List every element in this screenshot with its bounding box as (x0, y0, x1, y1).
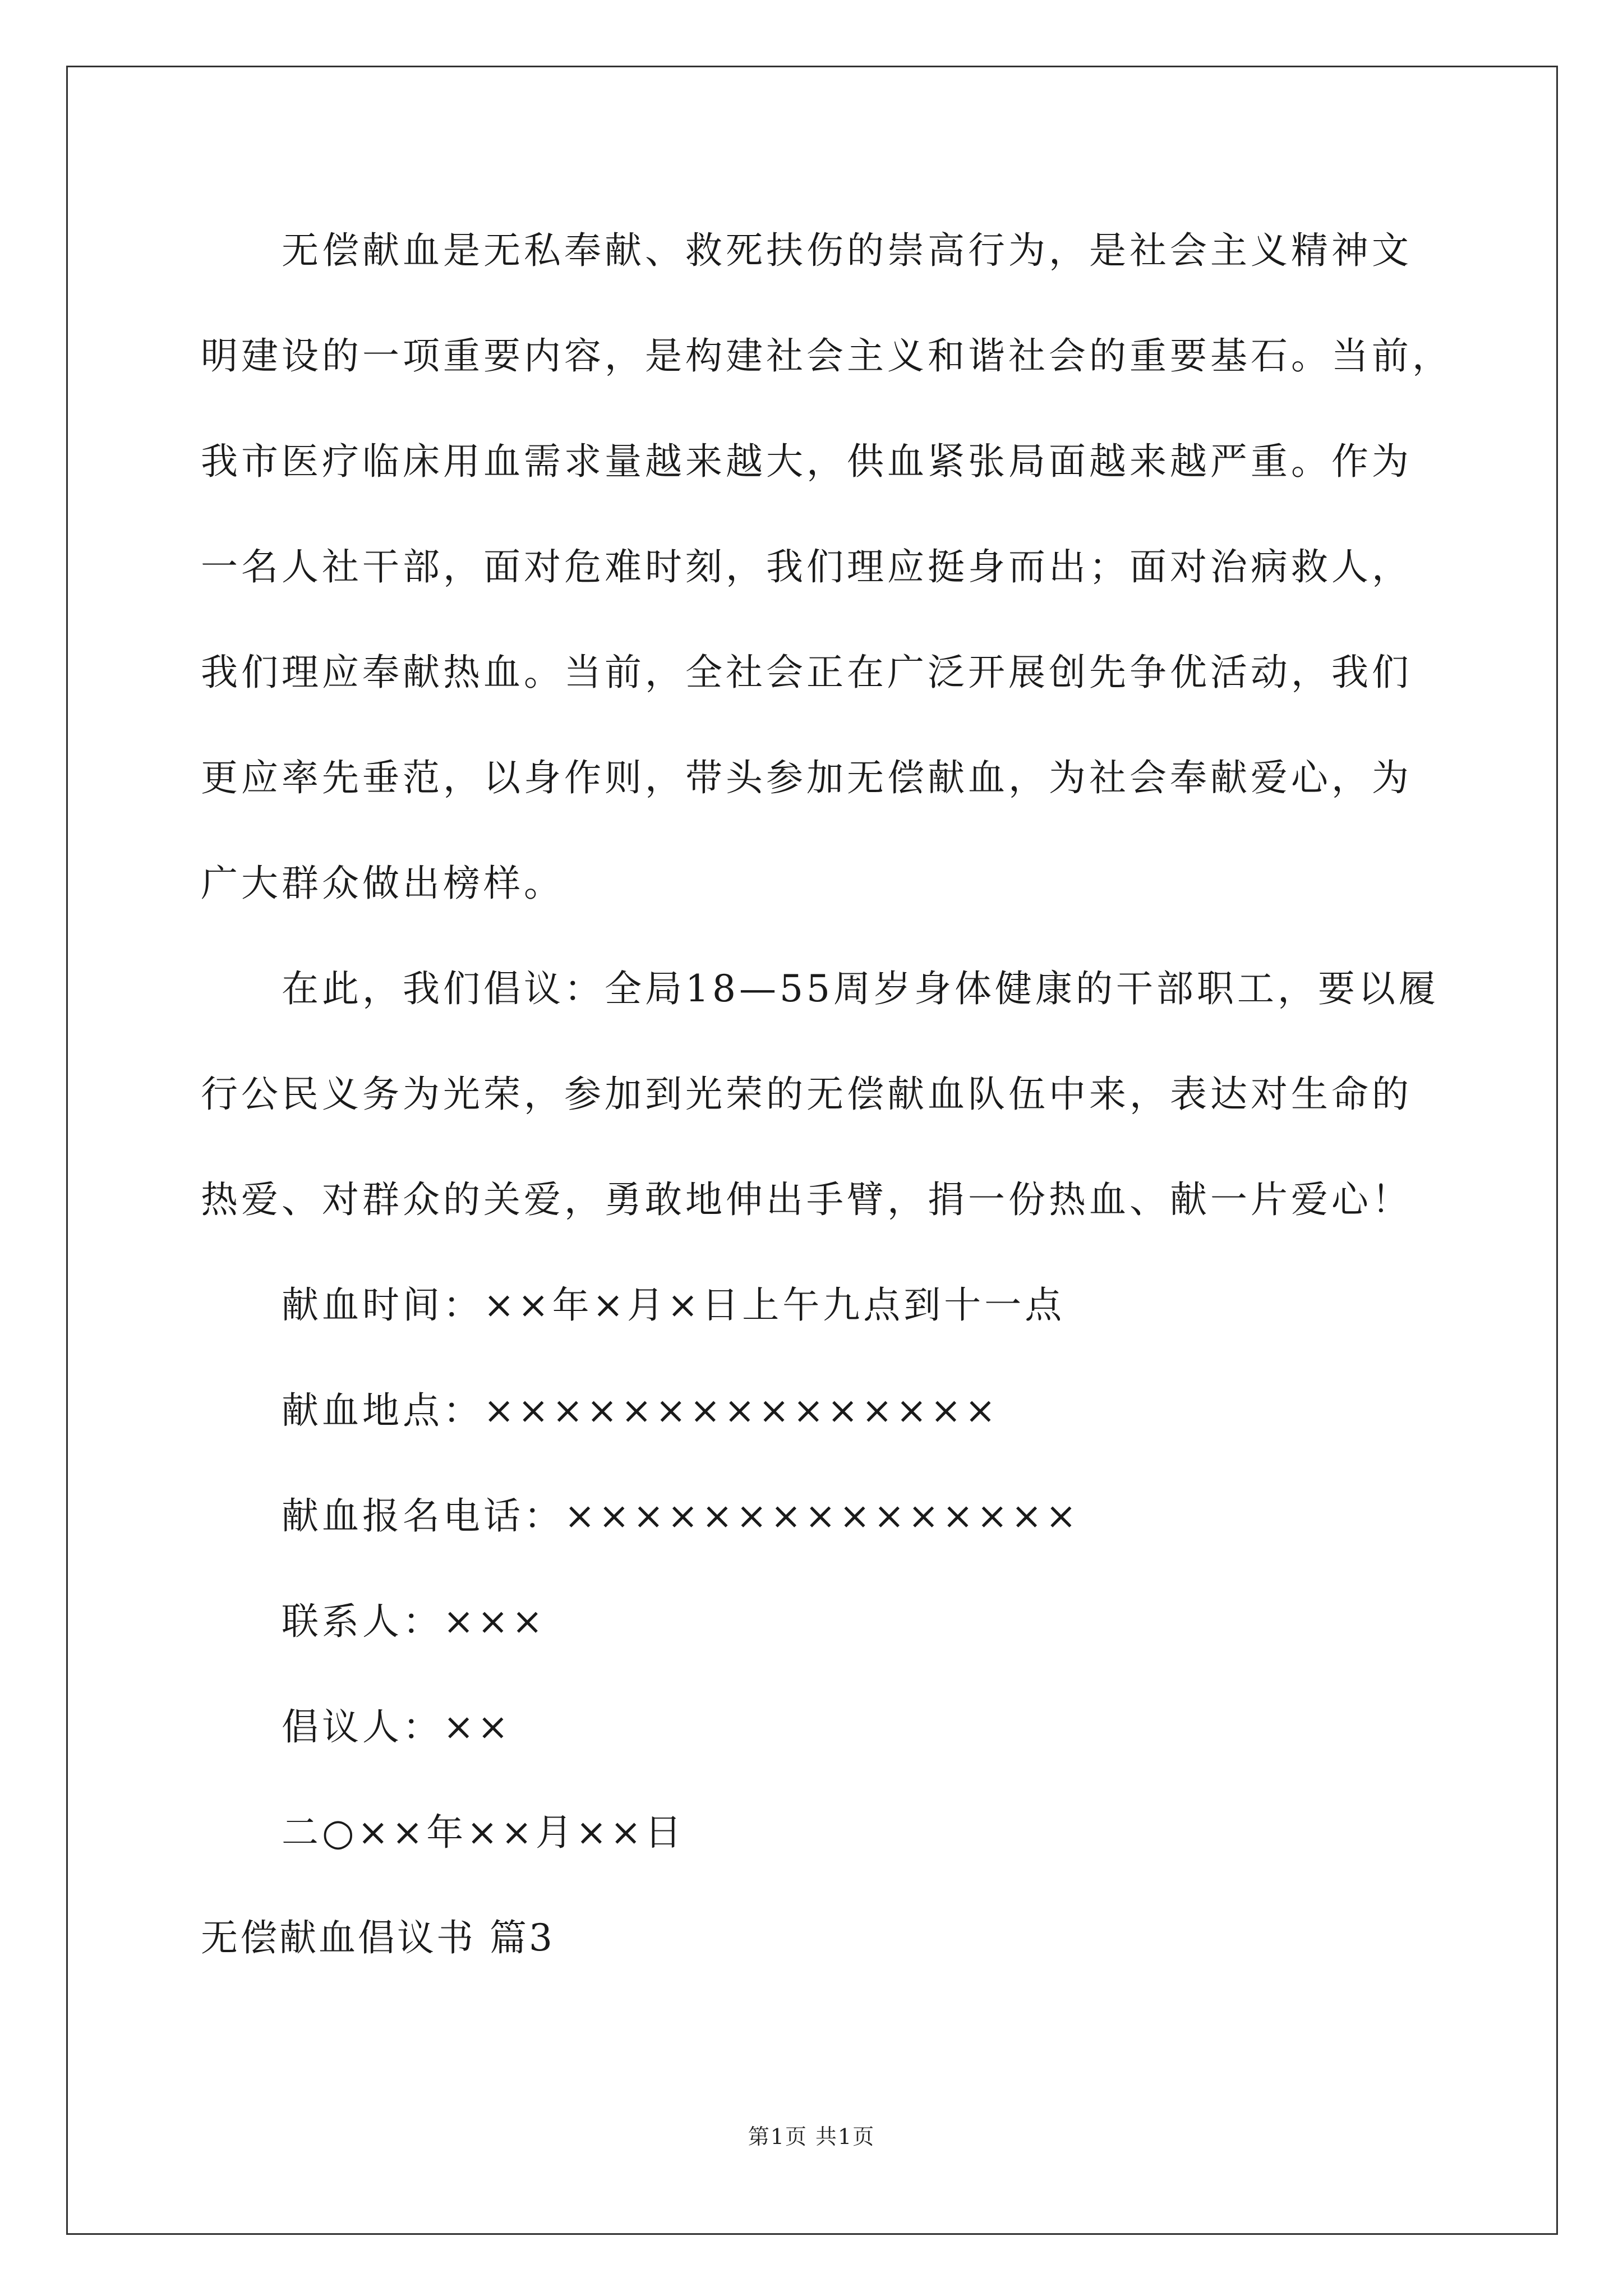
paragraph1-line-5: 我们理应奉献热血。当前，全社会正在广泛开展创先争优活动，我们 (201, 651, 1412, 694)
registration-phone: 献血报名电话：××××××××××××××× (282, 1494, 1080, 1538)
paragraph1-line-4: 一名人社干部，面对危难时刻，我们理应挺身而出；面对治病救人， (201, 545, 1412, 588)
paragraph1-line-2: 明建设的一项重要内容，是构建社会主义和谐社会的重要基石。当前， (201, 334, 1453, 378)
page-border (66, 66, 1558, 2235)
page-footer: 第1页 共1页 (748, 2124, 875, 2149)
paragraph1-line-3: 我市医疗临床用血需求量越来越大，供血紧张局面越来越严重。作为 (201, 440, 1412, 483)
document-date: 二○××年××月××日 (282, 1811, 685, 1854)
paragraph2-line-2: 行公民义务为光荣，参加到光荣的无偿献血队伍中来，表达对生命的 (201, 1073, 1412, 1116)
next-section-title: 无偿献血倡议书 篇3 (201, 1916, 555, 1959)
paragraph1-line-7: 广大群众做出榜样。 (201, 862, 564, 905)
paragraph2-line-3: 热爱、对群众的关爱，勇敢地伸出手臂，捐一份热血、献一片爱心！ (201, 1178, 1412, 1221)
paragraph1-line-1: 无偿献血是无私奉献、救死扶伤的崇高行为，是社会主义精神文 (282, 229, 1412, 272)
initiator: 倡议人：×× (282, 1705, 512, 1749)
donation-place: 献血地点：××××××××××××××× (282, 1389, 999, 1432)
contact-person: 联系人：××× (282, 1600, 546, 1643)
paragraph1-line-6: 更应率先垂范，以身作则，带头参加无偿献血，为社会奉献爱心，为 (201, 756, 1412, 799)
paragraph2-line-1: 在此，我们倡议：全局18—55周岁身体健康的干部职工，要以履 (282, 967, 1439, 1010)
donation-time: 献血时间：××年×月×日上午九点到十一点 (282, 1283, 1066, 1327)
